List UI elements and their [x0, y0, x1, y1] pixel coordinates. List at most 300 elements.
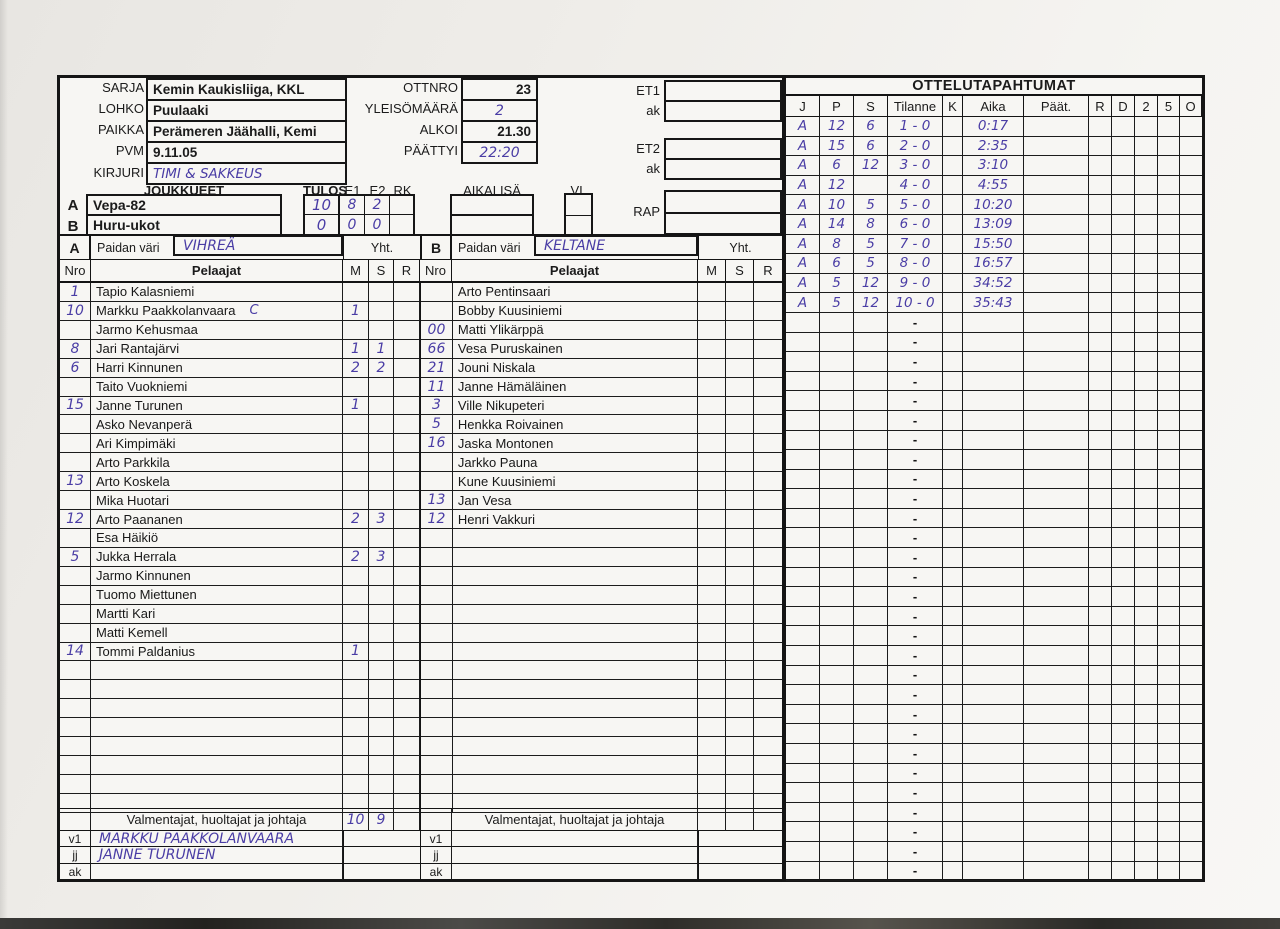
empty-row-dash: -: [912, 706, 918, 722]
ottnro-label: OTTNRO: [403, 80, 458, 95]
assists-cell: [726, 434, 754, 452]
event-assist: [854, 509, 888, 528]
event-assist: 5: [854, 235, 888, 254]
col-s: S: [854, 96, 888, 116]
event-row: [786, 254, 1202, 274]
penalty-cell: [754, 340, 782, 358]
player-number: [421, 283, 453, 301]
header-info-values: [146, 78, 347, 185]
et1-box: [664, 80, 782, 122]
assists-cell: [369, 605, 394, 623]
penalty-cell: [394, 321, 420, 339]
assists-cell: [726, 321, 754, 339]
jj-a-value: JANNE TURUNEN: [91, 847, 343, 863]
event-score: 3 - 0: [899, 157, 931, 174]
event-assist: 6: [854, 137, 888, 156]
goals-cell: [698, 453, 726, 471]
event-time: 13:09: [963, 215, 1024, 234]
player-number: [60, 567, 91, 585]
goals-cell: [343, 737, 369, 755]
event-assist: 12: [854, 274, 888, 293]
player-name-cell: [453, 718, 698, 736]
event-assist: [854, 862, 888, 881]
player-number: [60, 718, 91, 736]
penalty-cell: [754, 605, 782, 623]
event-scorer: [820, 352, 854, 371]
goals-cell: [698, 472, 726, 490]
player-name-cell: [453, 415, 698, 433]
penalty-cell: [754, 737, 782, 755]
penalty-cell: [394, 397, 420, 415]
coaches-b-title: Valmentajat, huoltajat ja johtaja: [452, 809, 698, 831]
event-row: [786, 862, 1202, 882]
v1-b-value: [452, 831, 698, 847]
goals-cell: [698, 756, 726, 774]
player-name: Esa Häikiö: [96, 530, 159, 546]
event-score-cell: [888, 685, 943, 704]
player-row: [421, 491, 782, 510]
player-row: [60, 453, 420, 472]
shirt-color-b-value: KELTANE: [534, 235, 698, 256]
event-team: [786, 764, 820, 783]
empty-row-dash: -: [912, 628, 918, 644]
player-name-cell: [453, 321, 698, 339]
player-name-cell: [453, 775, 698, 793]
v1-a-value: MARKKU PAAKKOLANVAARA: [91, 831, 343, 847]
player-name-cell: [453, 359, 698, 377]
player-row: [421, 397, 782, 416]
event-time: [963, 333, 1024, 352]
assists-cell: [369, 775, 394, 793]
v1-row: [60, 831, 782, 847]
event-assist: [854, 352, 888, 371]
event-score-cell: [888, 803, 943, 822]
event-row: [786, 744, 1202, 764]
event-time: [963, 607, 1024, 626]
player-number: [60, 624, 91, 642]
event-team: [786, 489, 820, 508]
event-team: [786, 587, 820, 606]
event-score-cell: [888, 744, 943, 763]
player-number: [421, 699, 453, 717]
events-title: OTTELUTAPAHTUMAT: [786, 78, 1202, 96]
assists-cell: 1: [369, 340, 394, 358]
player-number: [60, 434, 91, 452]
et2-ak-label: ak: [646, 161, 660, 176]
event-score-cell: [888, 666, 943, 685]
event-scorer: [820, 724, 854, 743]
event-row: [786, 195, 1202, 215]
vl-box: [564, 193, 593, 237]
event-scorer: [820, 450, 854, 469]
event-assist: [854, 842, 888, 861]
goals-cell: [698, 529, 726, 547]
event-row: [786, 528, 1202, 548]
event-assist: 5: [854, 254, 888, 273]
penalty-cell: [394, 737, 420, 755]
penalty-cell: [754, 453, 782, 471]
player-name-cell: [91, 605, 343, 623]
ak-row: [60, 864, 782, 880]
event-assist: [854, 313, 888, 332]
empty-row-dash: -: [912, 530, 918, 546]
goals-cell: [698, 624, 726, 642]
player-name-cell: [91, 321, 343, 339]
event-team: A: [786, 176, 820, 195]
player-row: [60, 756, 420, 775]
player-name-cell: [453, 378, 698, 396]
goals-cell: [698, 680, 726, 698]
event-scorer: 6: [820, 254, 854, 273]
penalty-cell: [394, 340, 420, 358]
player-number: 5: [421, 415, 453, 433]
player-name-cell: [91, 643, 343, 661]
alkoi-label: ALKOI: [419, 122, 458, 137]
penalty-cell: [394, 718, 420, 736]
col-5: 5: [1158, 96, 1180, 116]
event-scorer: [820, 391, 854, 410]
roster-column-headers: [60, 260, 782, 283]
col-r: R: [1089, 96, 1112, 116]
team-b-e2: 0: [365, 215, 390, 234]
player-row: [60, 529, 420, 548]
player-name-cell: [91, 699, 343, 717]
event-score-cell: [888, 431, 943, 450]
event-team: [786, 744, 820, 763]
goals-cell: [343, 491, 369, 509]
col-paat: Päät.: [1024, 96, 1089, 116]
event-score: 2 - 0: [899, 137, 931, 154]
paattyi-value: 22:20: [479, 144, 520, 161]
event-assist: [854, 528, 888, 547]
event-row: [786, 764, 1202, 784]
assists-cell: [726, 624, 754, 642]
event-team: [786, 842, 820, 861]
event-time: [963, 431, 1024, 450]
event-time: [963, 470, 1024, 489]
event-scorer: [820, 764, 854, 783]
events-column-headers: [786, 96, 1202, 117]
goals-cell: [698, 359, 726, 377]
event-score-cell: [888, 176, 943, 195]
event-scorer: 10: [820, 195, 854, 214]
event-row: [786, 646, 1202, 666]
event-team: A: [786, 117, 820, 136]
aikalisa-box: [450, 194, 534, 236]
col-o: O: [1180, 96, 1202, 116]
et2-label: ET2: [636, 141, 660, 156]
goals-cell: 2: [343, 548, 369, 566]
penalty-cell: [394, 529, 420, 547]
player-name: Henri Vakkuri: [457, 511, 535, 527]
coaches-a-r: [394, 809, 420, 831]
player-row: [421, 699, 782, 718]
goals-cell: [698, 548, 726, 566]
r-a-header: R: [394, 260, 420, 281]
event-team: [786, 822, 820, 841]
col-2: 2: [1135, 96, 1158, 116]
player-number: 12: [421, 510, 453, 528]
event-row: [786, 176, 1202, 196]
event-score: 8 - 0: [899, 255, 931, 272]
event-scorer: 12: [820, 176, 854, 195]
empty-row-dash: -: [912, 510, 918, 526]
player-name-cell: [91, 510, 343, 528]
player-number: [421, 302, 453, 320]
ak-b-label: ak: [420, 864, 452, 880]
goals-cell: [343, 718, 369, 736]
vl-label: VL: [570, 183, 587, 198]
player-row: [60, 510, 420, 529]
player-name-cell: [91, 283, 343, 301]
event-score-cell: [888, 842, 943, 861]
event-team: [786, 607, 820, 626]
goals-cell: [698, 775, 726, 793]
penalty-cell: [394, 359, 420, 377]
player-name-cell: [91, 661, 343, 679]
event-assist: [854, 646, 888, 665]
col-aika: Aika: [963, 96, 1024, 116]
event-scorer: [820, 411, 854, 430]
player-name: Tommi Paldanius: [96, 643, 195, 659]
player-number: [60, 529, 91, 547]
player-row: [421, 529, 782, 548]
yleisomaara-label: YLEISÖMÄÄRÄ: [364, 101, 458, 116]
empty-row-dash: -: [912, 726, 918, 742]
event-scorer: [820, 862, 854, 881]
event-row: [786, 548, 1202, 568]
player-name-cell: [91, 718, 343, 736]
player-name: Tapio Kalasniemi: [96, 284, 195, 300]
penalty-cell: [394, 586, 420, 604]
coaches-b-r: [754, 809, 782, 831]
empty-row-dash: -: [912, 863, 918, 879]
player-row: [60, 586, 420, 605]
assists-cell: 3: [369, 548, 394, 566]
yleisomaara-value: 2: [463, 101, 536, 122]
event-score-cell: [888, 450, 943, 469]
player-row: [60, 397, 420, 416]
event-time: [963, 450, 1024, 469]
assists-cell: [369, 453, 394, 471]
jj-row: [60, 847, 782, 863]
player-name: Kune Kuusiniemi: [457, 473, 556, 489]
event-assist: [854, 587, 888, 606]
player-number: 66: [421, 340, 453, 358]
player-name-cell: [91, 680, 343, 698]
event-score-cell: [888, 254, 943, 273]
event-time: [963, 842, 1024, 861]
player-name: Taito Vuokniemi: [96, 379, 188, 395]
player-row: [421, 510, 782, 529]
col-j: J: [786, 96, 820, 116]
player-name: Matti Kemell: [96, 625, 168, 641]
player-row: [421, 378, 782, 397]
event-row: [786, 352, 1202, 372]
event-score-cell: [888, 333, 943, 352]
team-a-letter: A: [67, 197, 79, 214]
event-team: [786, 391, 820, 410]
player-row: [421, 415, 782, 434]
player-name-cell: [91, 378, 343, 396]
event-row: [786, 215, 1202, 235]
event-score-cell: [888, 548, 943, 567]
player-row: [60, 378, 420, 397]
goals-cell: [698, 510, 726, 528]
player-name-cell: [91, 434, 343, 452]
player-row: [60, 340, 420, 359]
event-scorer: [820, 666, 854, 685]
player-name-cell: [91, 302, 343, 320]
event-assist: [854, 607, 888, 626]
s-b-header: S: [726, 260, 754, 281]
player-row: [421, 434, 782, 453]
penalty-cell: [394, 661, 420, 679]
player-name: Vesa Puruskainen: [457, 341, 563, 357]
ottnro-value: 23: [463, 80, 536, 101]
goals-cell: [343, 567, 369, 585]
empty-row-dash: -: [912, 549, 918, 565]
v1-a-label: v1: [60, 831, 91, 847]
event-row: [786, 372, 1202, 392]
empty-row-dash: -: [912, 647, 918, 663]
team-a-tulos: 10: [305, 196, 340, 215]
player-name: Arto Koskela: [96, 473, 170, 489]
ak-a-value: [91, 864, 343, 880]
goals-cell: [698, 586, 726, 604]
event-row: [786, 607, 1202, 627]
goals-cell: [698, 491, 726, 509]
event-scorer: [820, 607, 854, 626]
penalty-cell: [394, 624, 420, 642]
player-number: 1: [60, 283, 91, 301]
goals-cell: [698, 605, 726, 623]
player-number: [421, 567, 453, 585]
goals-cell: [698, 321, 726, 339]
player-number: [421, 643, 453, 661]
goals-cell: [698, 661, 726, 679]
penalty-cell: [394, 415, 420, 433]
assists-cell: [726, 302, 754, 320]
rap-label: RAP: [633, 204, 660, 219]
event-row: [786, 822, 1202, 842]
player-name-cell: [91, 491, 343, 509]
penalty-cell: [754, 680, 782, 698]
event-score-cell: [888, 470, 943, 489]
player-name: Jouni Niskala: [457, 360, 536, 376]
player-number: [60, 605, 91, 623]
player-row: [421, 302, 782, 321]
paidan-vari-b-label: Paidan väri: [458, 240, 521, 255]
player-row: [421, 340, 782, 359]
sarja-label: SARJA: [102, 80, 144, 95]
assists-cell: [369, 321, 394, 339]
player-row: [60, 567, 420, 586]
goals-cell: 2: [343, 510, 369, 528]
event-score-cell: [888, 156, 943, 175]
penalty-cell: [754, 434, 782, 452]
goals-cell: [343, 472, 369, 490]
event-team: A: [786, 235, 820, 254]
event-time: [963, 783, 1024, 802]
player-name: Mika Huotari: [96, 492, 169, 508]
player-row: [60, 680, 420, 699]
event-scorer: [820, 333, 854, 352]
event-team: A: [786, 274, 820, 293]
event-scorer: 8: [820, 235, 854, 254]
event-row: [786, 705, 1202, 725]
assists-cell: [726, 643, 754, 661]
event-score: 9 - 0: [899, 275, 931, 292]
event-scorer: [820, 528, 854, 547]
event-assist: [854, 822, 888, 841]
r-b-header: R: [763, 263, 773, 278]
event-score-cell: [888, 137, 943, 156]
player-name-cell: [453, 586, 698, 604]
penalty-cell: [394, 453, 420, 471]
et1-ak-label: ak: [646, 103, 660, 118]
player-row: [421, 586, 782, 605]
player-name-cell: [91, 586, 343, 604]
player-row: [60, 415, 420, 434]
player-name: Arto Paananen: [96, 511, 183, 527]
event-time: [963, 391, 1024, 410]
player-number: 16: [421, 434, 453, 452]
event-team: [786, 783, 820, 802]
player-row: [60, 737, 420, 756]
player-name-cell: [453, 302, 698, 320]
rk-label: RK: [393, 183, 412, 198]
penalty-cell: [754, 624, 782, 642]
player-number: [421, 624, 453, 642]
empty-row-dash: -: [912, 784, 918, 800]
event-score-cell: [888, 724, 943, 743]
event-scorer: 5: [820, 274, 854, 293]
player-row: [421, 453, 782, 472]
event-scorer: [820, 372, 854, 391]
event-assist: [854, 783, 888, 802]
pvm-label: PVM: [115, 143, 144, 158]
roster-a-rows: [60, 283, 420, 813]
assists-cell: [369, 699, 394, 717]
team-b-letter: B: [67, 218, 79, 235]
assists-cell: [726, 472, 754, 490]
match-report-form: [57, 75, 1205, 882]
event-scorer: 5: [820, 293, 854, 312]
event-team: [786, 333, 820, 352]
assists-cell: [726, 756, 754, 774]
event-assist: [854, 372, 888, 391]
assists-cell: [726, 453, 754, 471]
goals-cell: [698, 737, 726, 755]
player-name: Bobby Kuusiniemi: [457, 303, 562, 319]
team-b-rk: [390, 215, 413, 234]
et2-box: [664, 138, 782, 180]
event-score-cell: [888, 783, 943, 802]
nro-a-header: Nro: [60, 260, 91, 281]
goals-cell: [343, 453, 369, 471]
player-row: [421, 548, 782, 567]
assists-cell: 3: [369, 510, 394, 528]
empty-row-dash: -: [912, 589, 918, 605]
empty-row-dash: -: [912, 843, 918, 859]
assists-cell: [726, 340, 754, 358]
ak-a-label: ak: [60, 864, 91, 880]
player-name-cell: [91, 472, 343, 490]
event-row: [786, 803, 1202, 823]
event-score-cell: [888, 568, 943, 587]
col-d: D: [1112, 96, 1135, 116]
